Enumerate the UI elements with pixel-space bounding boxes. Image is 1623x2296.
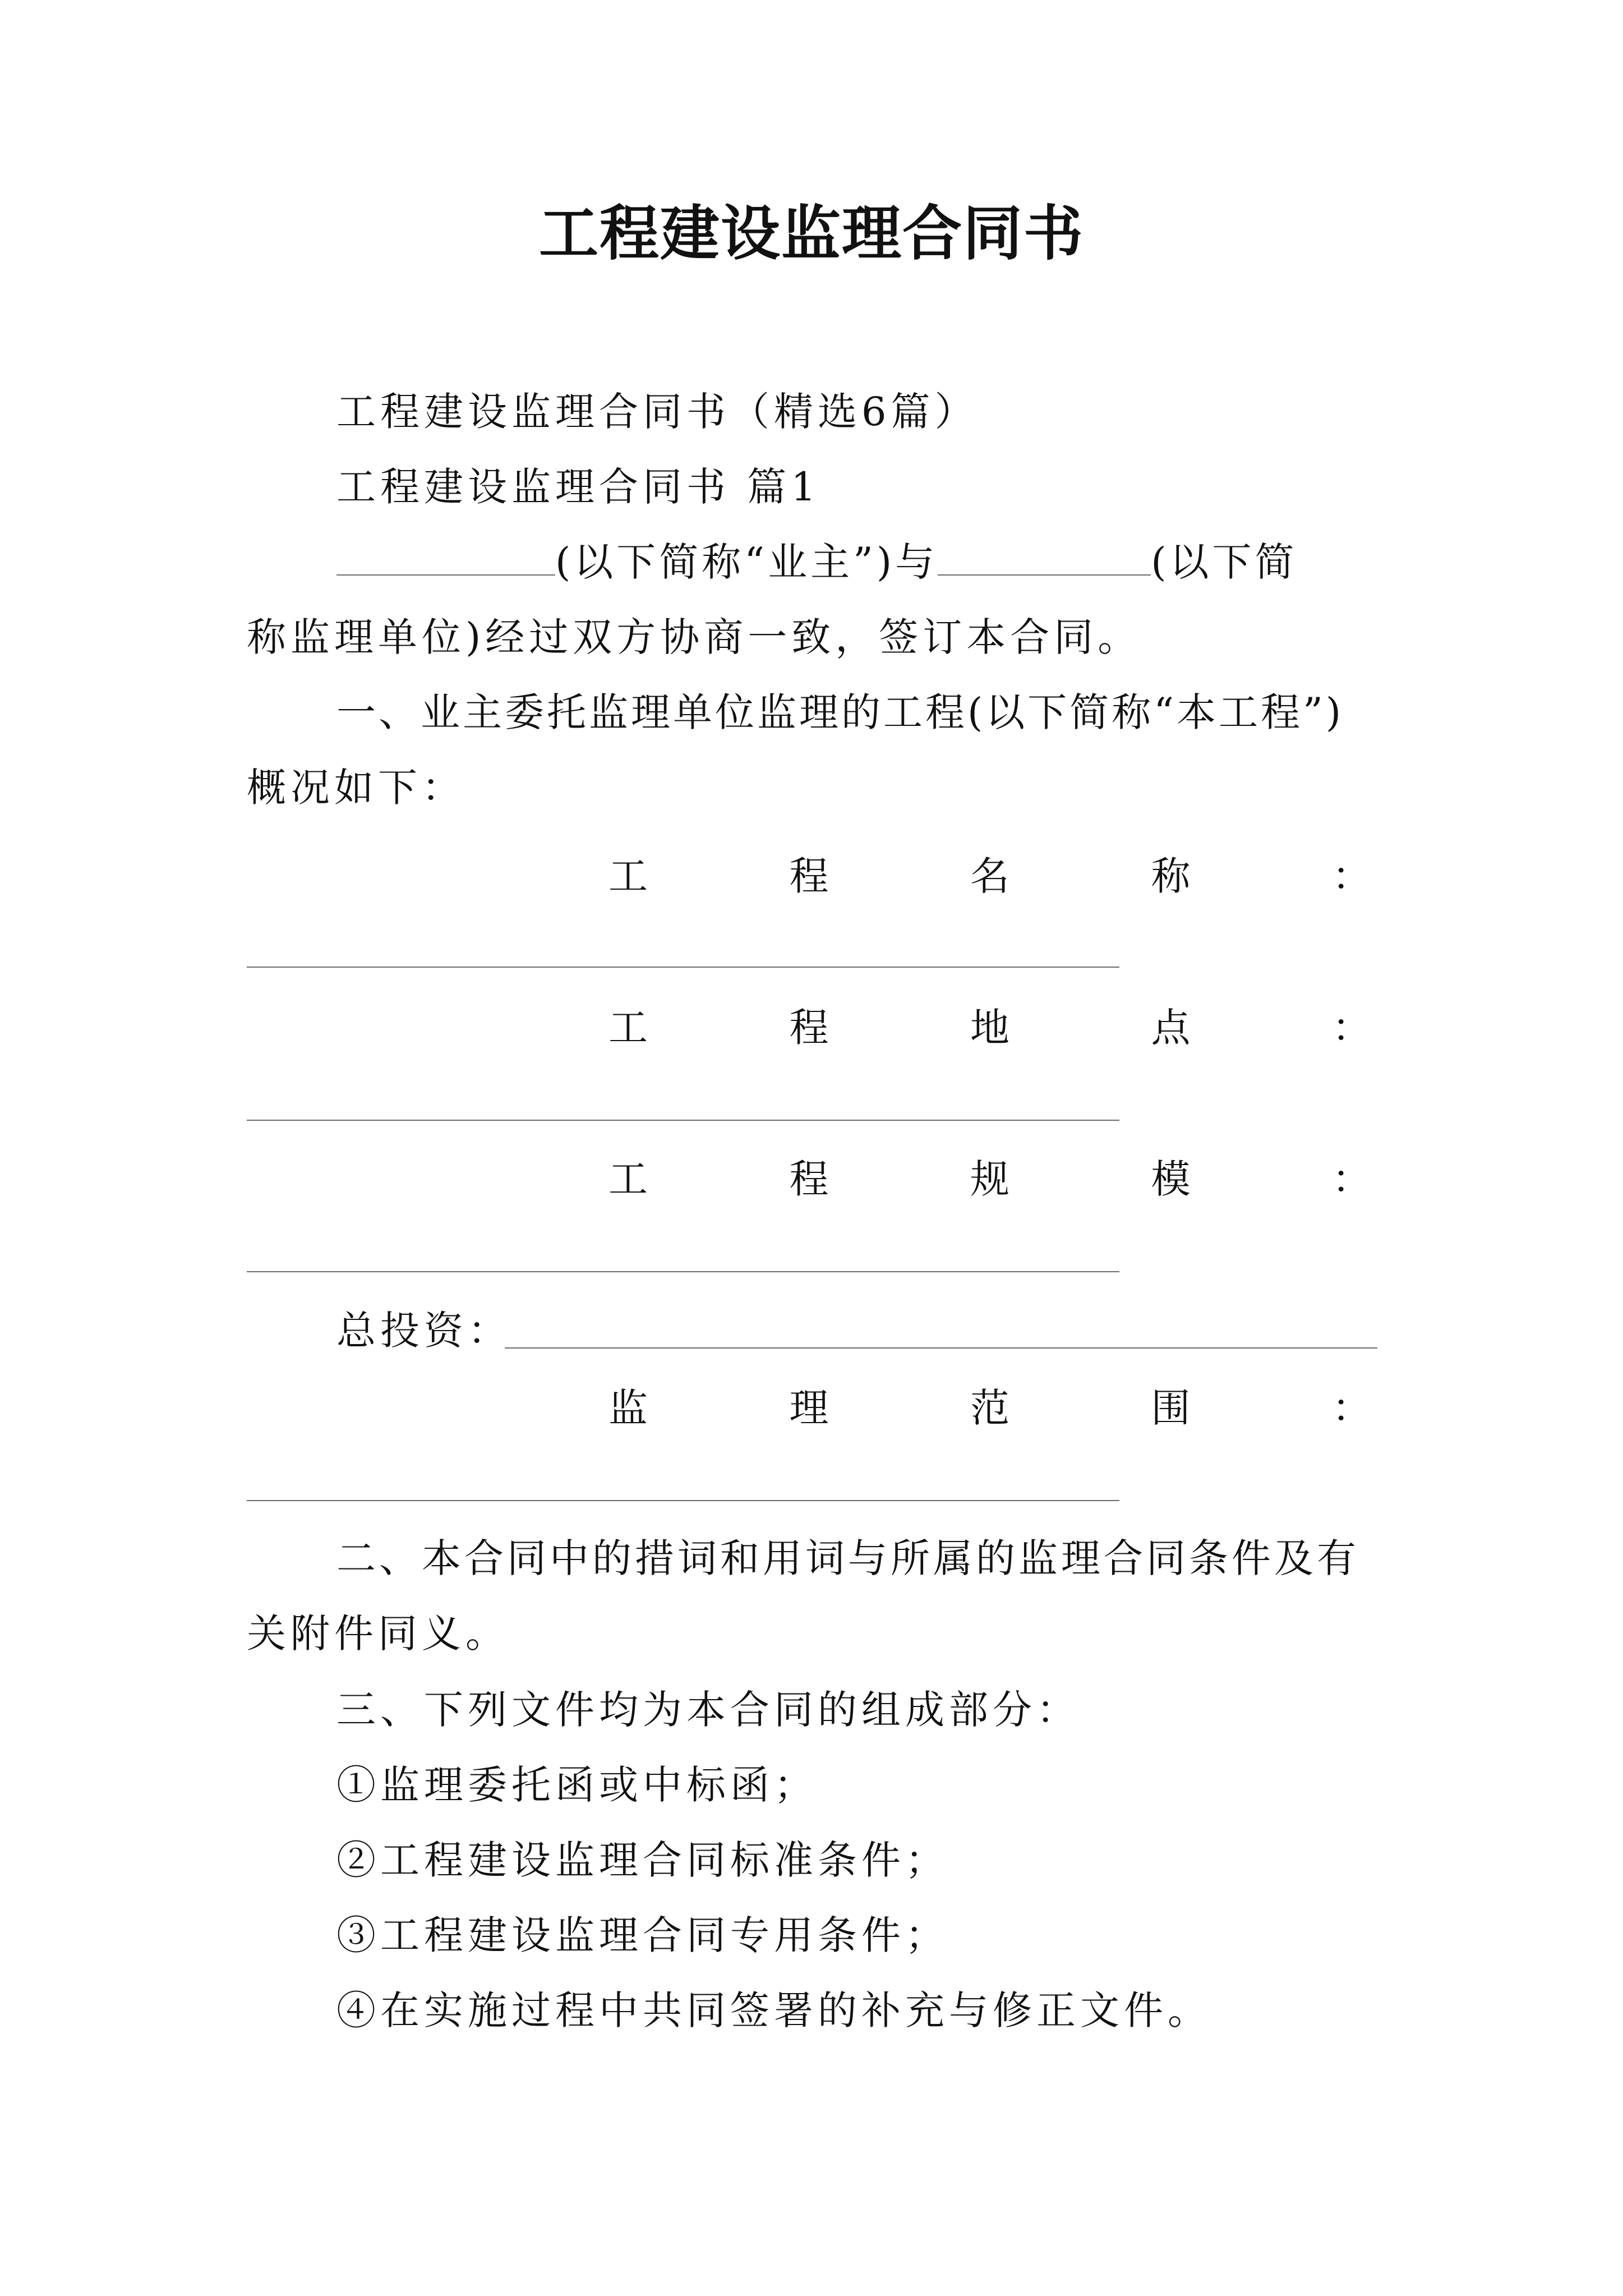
intro-line xyxy=(336,534,1298,590)
supervisor-blank[interactable] xyxy=(938,543,1151,576)
intro-part-a: (以下简称“业主”)与 xyxy=(555,539,938,585)
section-heading: 工程建设监理合同书 篇1 xyxy=(336,464,820,510)
project-location-label: 工 程 地 点 ： xyxy=(608,1005,1371,1051)
article1-line1: 一、业主委托监理单位监理的工程(以下简称“本工程”) xyxy=(336,689,1344,735)
document-subtitle: 工程建设监理合同书（精选6篇） xyxy=(336,389,979,435)
project-scale-label: 工 程 规 模 ： xyxy=(608,1156,1371,1202)
project-name-label: 工 程 名 称 ： xyxy=(608,853,1371,899)
total-investment-label: 总投资： xyxy=(336,1308,511,1354)
article3-heading: 三、下列文件均为本合同的组成部分： xyxy=(336,1687,1080,1733)
article3-item: ③工程建设监理合同专用条件； xyxy=(336,1912,949,1958)
article1-line2: 概况如下： xyxy=(247,765,465,811)
article3-item: ①监理委托函或中标函； xyxy=(336,1762,818,1808)
supervision-scope-blank[interactable] xyxy=(247,1500,1119,1501)
document-title: 工程建设监理合同书 xyxy=(539,199,1084,268)
total-investment-blank[interactable] xyxy=(505,1347,1377,1349)
intro-continued: 称监理单位)经过双方协商一致，签订本合同。 xyxy=(247,614,1142,660)
intro-part-b: (以下简 xyxy=(1151,539,1298,585)
project-name-blank[interactable] xyxy=(247,967,1119,968)
article2-line2: 关附件同义。 xyxy=(247,1611,509,1657)
article3-item: ④在实施过程中共同签署的补充与修正文件。 xyxy=(336,1987,1211,2033)
supervision-scope-label: 监 理 范 围 ： xyxy=(608,1385,1371,1431)
article2-line1: 二、本合同中的措词和用词与所属的监理合同条件及有 xyxy=(336,1535,1359,1581)
party-a-blank[interactable] xyxy=(336,543,555,576)
project-location-blank[interactable] xyxy=(247,1120,1119,1121)
article3-item: ②工程建设监理合同标准条件； xyxy=(336,1837,949,1883)
project-scale-blank[interactable] xyxy=(247,1271,1119,1272)
